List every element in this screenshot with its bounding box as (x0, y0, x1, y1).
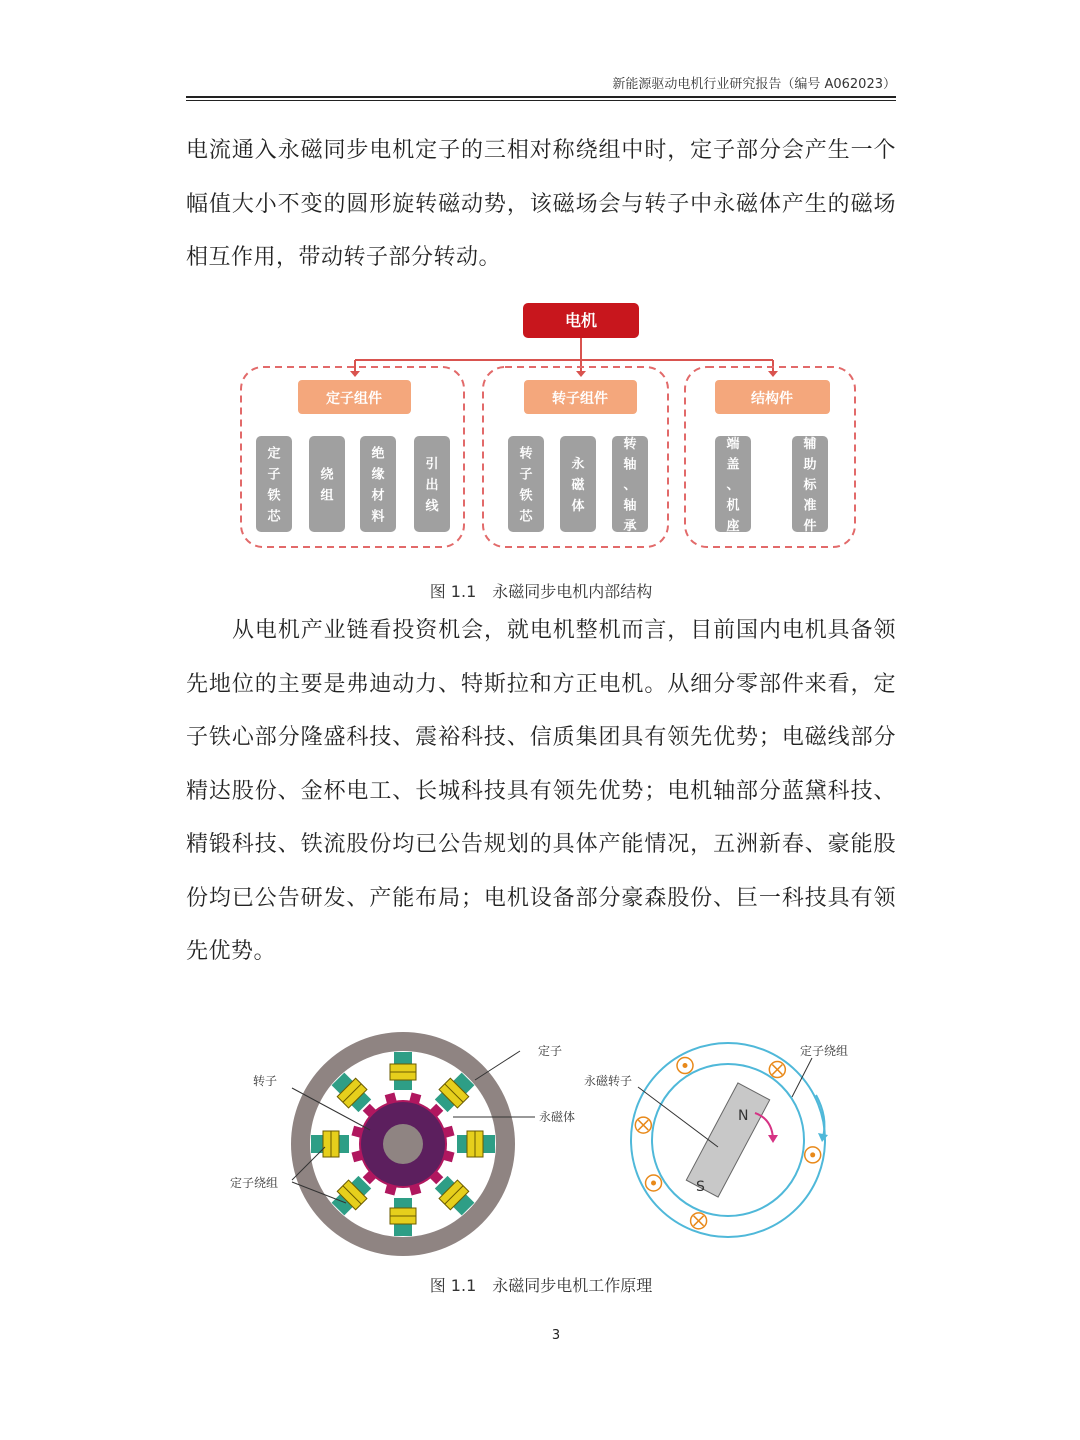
svg-text:材: 材 (371, 488, 385, 504)
svg-text:永: 永 (571, 457, 585, 472)
header-rule-thick (186, 96, 896, 98)
group-title-rotor (524, 380, 637, 414)
figure-2-caption: 图 1.1 永磁同步电机工作原理 (429, 1276, 653, 1295)
coil-current-out-icon (805, 1147, 821, 1163)
figure-1-caption: 图 1.1 永磁同步电机内部结构 (429, 582, 653, 601)
running-header: 新能源驱动电机行业研究报告（编号 A062023） (612, 77, 896, 92)
coil-current-out-icon (677, 1058, 693, 1074)
coil-current-in-icon (635, 1117, 651, 1133)
svg-text:承: 承 (623, 519, 637, 534)
svg-text:座: 座 (726, 519, 740, 534)
svg-text:铁: 铁 (267, 488, 281, 504)
label-rotor: 转子 (253, 1074, 278, 1088)
svg-text:定: 定 (267, 446, 281, 462)
motor-cross-section (291, 1032, 515, 1256)
group-title-stator (298, 380, 411, 414)
svg-text:电机: 电机 (564, 311, 598, 330)
svg-text:端: 端 (726, 437, 740, 452)
component-item (256, 436, 292, 532)
component-item (360, 436, 396, 532)
group-title-structure (715, 380, 830, 414)
svg-text:、: 、 (726, 478, 740, 493)
svg-text:轴: 轴 (623, 457, 637, 473)
svg-text:结构件: 结构件 (751, 391, 793, 407)
svg-text:芯: 芯 (519, 509, 533, 525)
component-item (792, 436, 828, 534)
motor-structure-diagram (230, 295, 870, 560)
coil-current-out-icon (646, 1175, 662, 1191)
label-magnet: 永磁体 (539, 1110, 576, 1124)
svg-text:料: 料 (371, 509, 385, 525)
principle-diagram (631, 1043, 828, 1237)
svg-text:体: 体 (571, 499, 585, 514)
svg-text:转: 转 (623, 437, 637, 452)
svg-text:缘: 缘 (371, 467, 385, 483)
svg-text:轴: 轴 (623, 498, 637, 514)
svg-text:机: 机 (726, 498, 740, 514)
svg-text:辅: 辅 (803, 437, 817, 452)
coil-current-in-icon (769, 1062, 785, 1078)
component-item (309, 436, 345, 532)
svg-text:铁: 铁 (519, 488, 533, 504)
page-number: 3 (551, 1328, 561, 1343)
component-item (715, 436, 751, 534)
header-rule-thin (186, 100, 896, 101)
svg-text:转: 转 (519, 446, 533, 462)
root-node (523, 303, 639, 338)
svg-text:子: 子 (267, 467, 281, 483)
component-item (414, 436, 450, 532)
label-stator: 定子 (538, 1044, 563, 1058)
paragraph-2: 从电机产业链看投资机会，就电机整机而言，目前国内电机具备领先地位的主要是弗迪动力、特斯拉和方正电机。从细分零部件来看，定子铁心部分隆盛科技、震裕科技、信质集团具有领先优势；电磁线部分精达股份、金杯电工、长城科技具有领先优势；电机轴部分蓝黛科技、精锻科技、铁流股份均已公告规划的具体产能情况，五洲新春、豪能股份均已公告研发、产能布局；电机设备部分豪森股份、巨一科技具有领先优势。 (186, 618, 896, 964)
svg-text:助: 助 (803, 457, 817, 473)
motor-principle-figure (220, 1025, 870, 1265)
svg-text:组: 组 (320, 488, 334, 504)
coil-current-in-icon (691, 1213, 707, 1229)
svg-text:出: 出 (425, 478, 439, 493)
label-stator-winding-left: 定子绕组 (230, 1176, 279, 1190)
svg-text:、: 、 (623, 478, 637, 493)
svg-text:标: 标 (803, 478, 817, 493)
paragraph-1: 电流通入永磁同步电机定子的三相对称绕组中时，定子部分会产生一个幅值大小不变的圆形旋转磁动势，该磁场会与转子中永磁体产生的磁场相互作用，带动转子部分转动。 (186, 138, 896, 270)
label-stator-winding-right: 定子绕组 (800, 1044, 849, 1058)
svg-text:线: 线 (425, 499, 439, 514)
svg-text:绕: 绕 (320, 467, 334, 483)
label-pm-rotor: 永磁转子 (584, 1074, 633, 1088)
svg-text:磁: 磁 (571, 478, 585, 493)
svg-text:转子组件: 转子组件 (552, 391, 608, 407)
svg-text:绝: 绝 (371, 446, 385, 462)
component-item (508, 436, 544, 532)
svg-text:子: 子 (519, 467, 533, 483)
component-item (560, 436, 596, 532)
svg-text:件: 件 (803, 519, 817, 534)
pole-north: N (738, 1108, 749, 1124)
svg-text:定子组件: 定子组件 (326, 391, 382, 407)
component-item (612, 436, 648, 534)
pole-south: S (696, 1179, 705, 1195)
svg-text:盖: 盖 (726, 457, 740, 473)
svg-text:准: 准 (803, 498, 817, 514)
svg-text:芯: 芯 (267, 509, 281, 525)
svg-text:引: 引 (425, 457, 439, 472)
